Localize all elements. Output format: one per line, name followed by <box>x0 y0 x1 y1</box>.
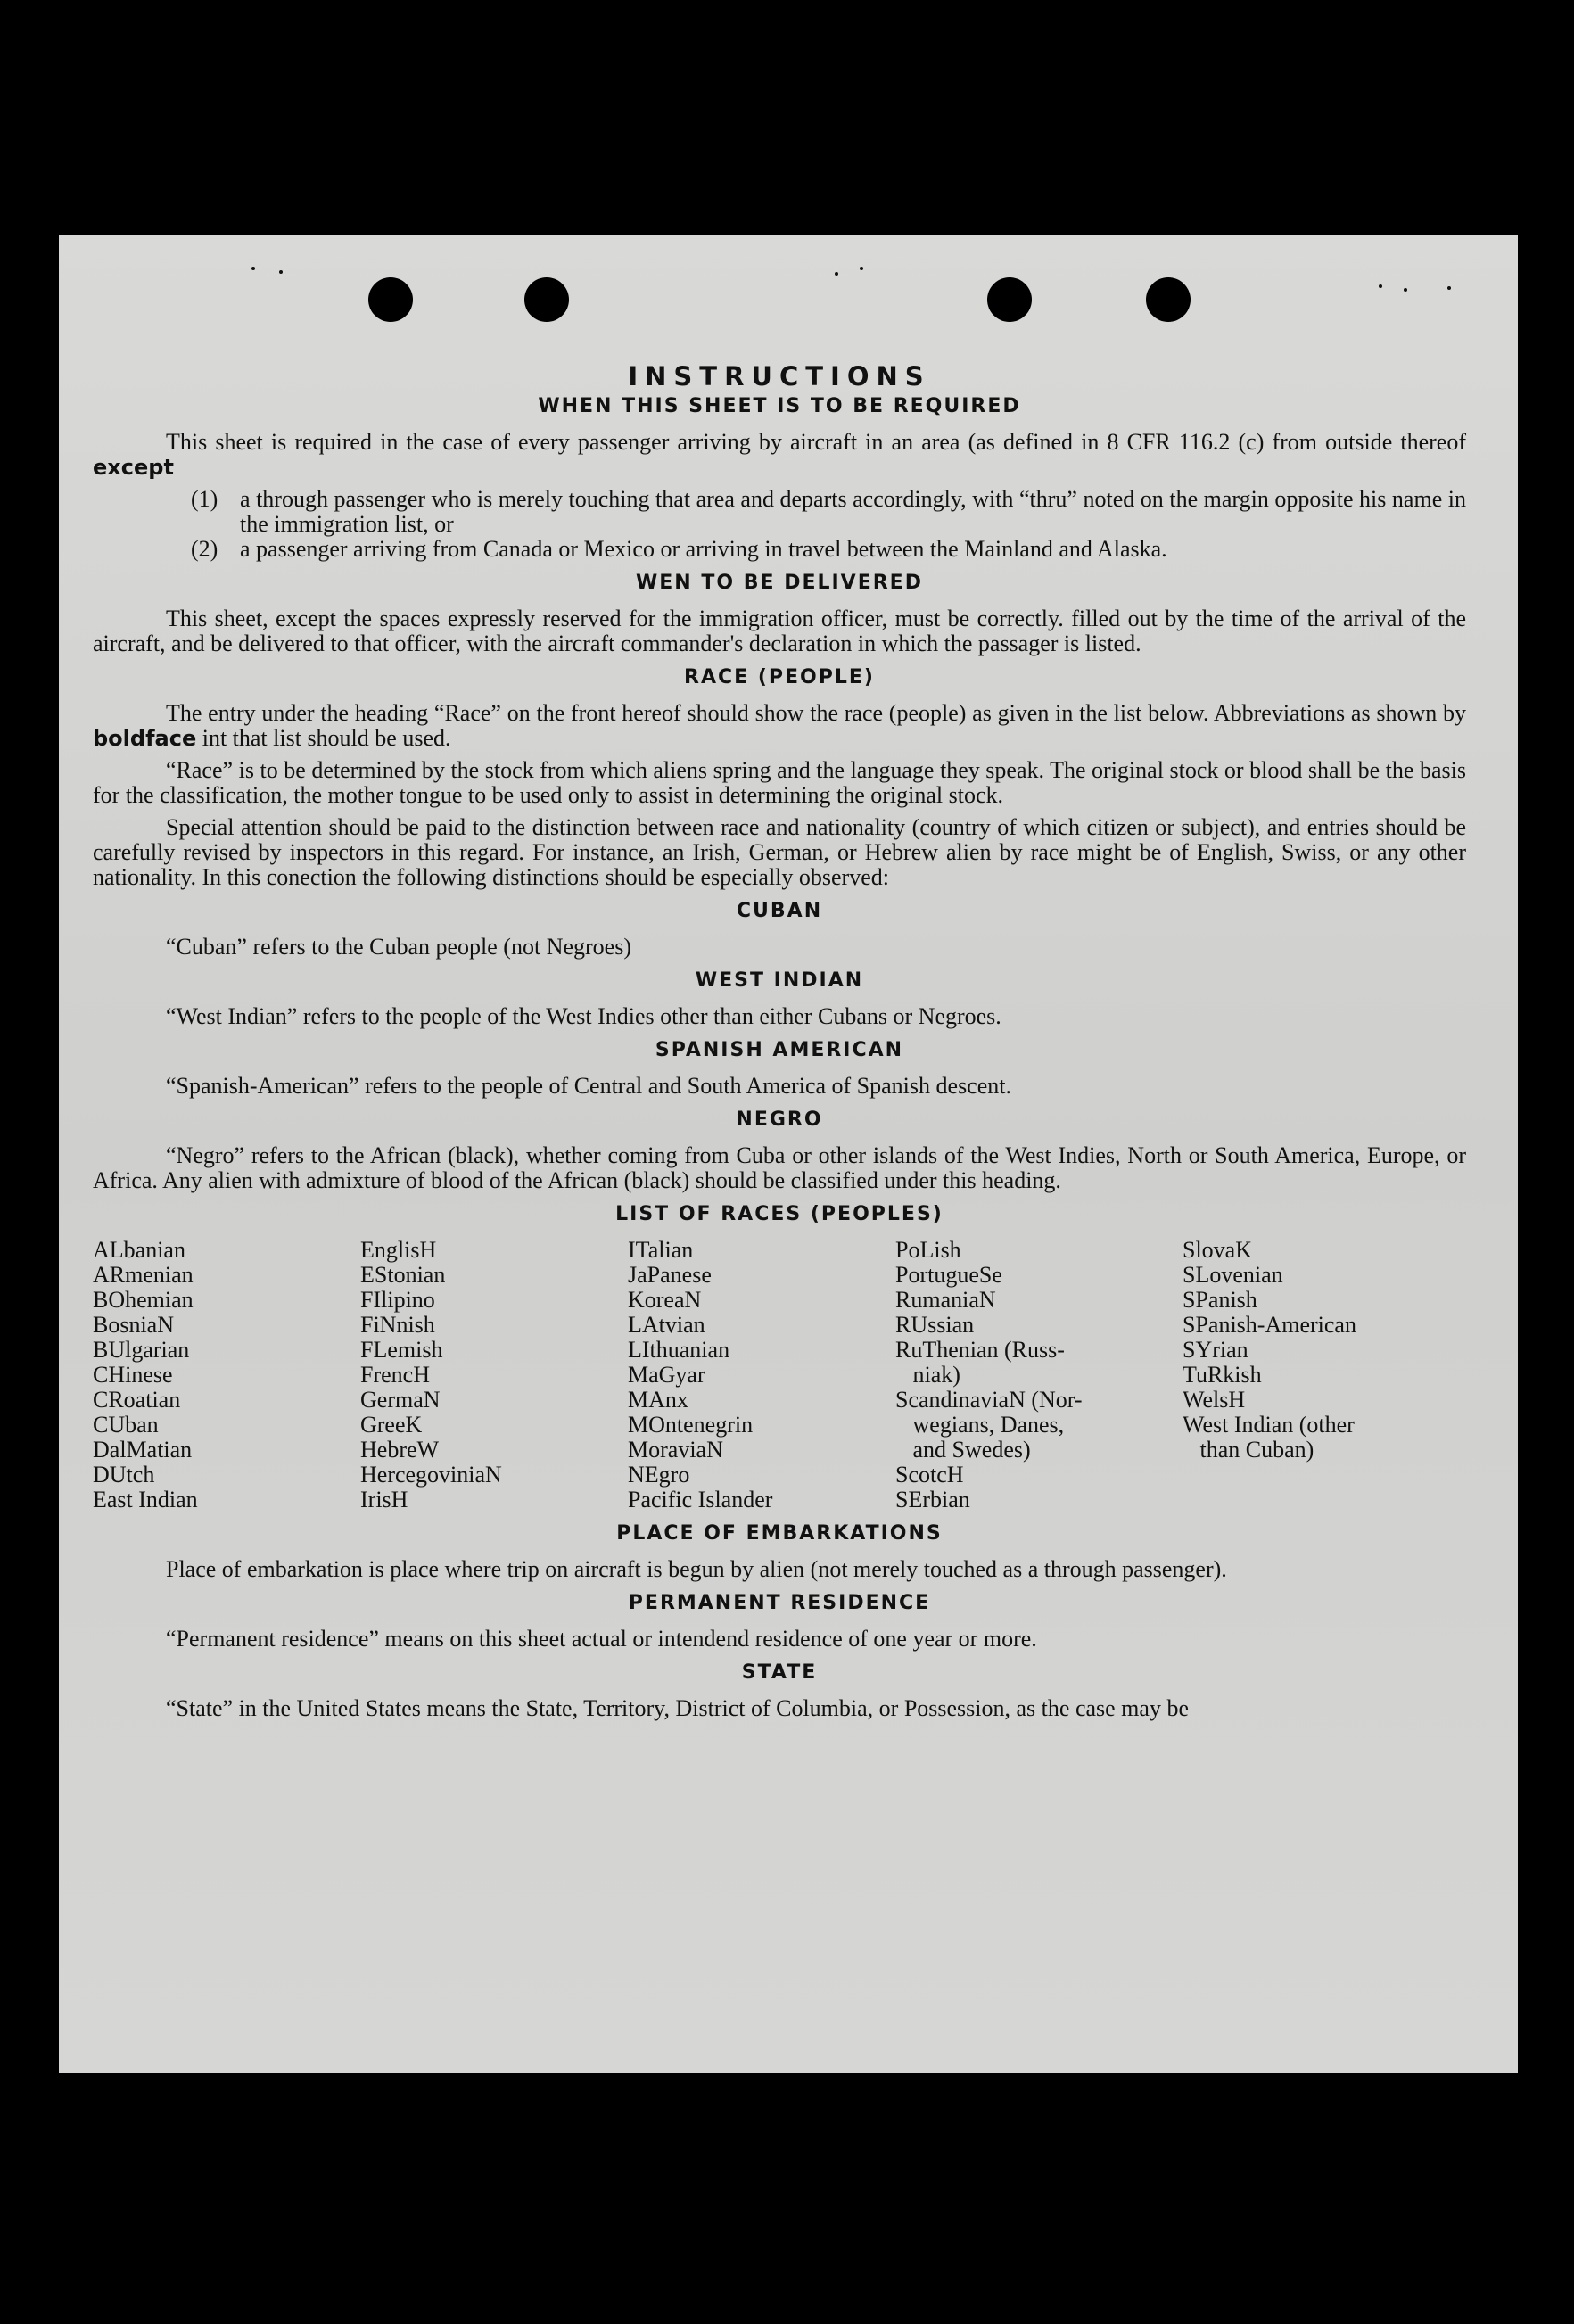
speck <box>860 267 863 270</box>
section-heading-race: RACE (PEOPLE) <box>684 666 875 688</box>
section-heading-when-delivered: WEN TO BE DELIVERED <box>636 572 923 594</box>
race-entry: JaPanese <box>628 1262 712 1288</box>
section-heading-west-indian: WEST INDIAN <box>695 969 864 992</box>
speck <box>1447 286 1451 290</box>
permanent-residence-text: “Permanent residence” means on this sheet actual or intendend residence of one year or more. <box>166 1626 1037 1652</box>
race-entry: Pacific Islander <box>628 1487 773 1512</box>
race-entry: East Indian <box>93 1487 198 1512</box>
list-item: (1) a through passenger who is merely touching that area and departs accordingly, with “thru” noted on the margin opposite his name in the immigration list, or <box>191 486 1466 537</box>
race-entry: GreeK <box>360 1412 423 1438</box>
section-heading-spanish-american: SPANISH AMERICAN <box>655 1039 904 1061</box>
cuban-text: “Cuban” refers to the Cuban people (not Negroes) <box>166 934 631 960</box>
when-delivered-text: This sheet, except the spaces expressly reserved for the immigration officer, must be correctly. filled out by the time of the arrival of the aircraft, and be delivered to that officer, with the aircraft commander's declaration in which the passager is listed. <box>93 606 1466 656</box>
speck <box>835 272 838 276</box>
race-paragraph-1: The entry under the heading “Race” on the front hereof should show the race (people) as given in the list below. Abbreviations as shown by boldface int that list should be used. <box>93 700 1466 751</box>
speck <box>1404 288 1407 292</box>
race-entry: West Indian (other <box>1183 1412 1355 1438</box>
race-entry: SlovaK <box>1183 1237 1252 1263</box>
race-entry: EnglisH <box>360 1237 437 1263</box>
race-entry: SLovenian <box>1183 1262 1283 1288</box>
race-entry: PortugueSe <box>895 1262 1002 1288</box>
speck <box>251 267 255 270</box>
section-heading-state: STATE <box>741 1661 818 1684</box>
races-column <box>628 1238 895 1512</box>
race-paragraph-2: “Race” is to be determined by the stock from which aliens spring and the language they speak. The original stock or blood shall be the basis for the classification, the mother tongue to be used only to assist in determining the original stock. <box>93 757 1466 808</box>
speck <box>279 270 283 274</box>
race-entry: CUban <box>93 1412 159 1438</box>
race-entry: ScandinaviaN (Nor- <box>895 1387 1083 1413</box>
race-paragraph-3: Special attention should be paid to the distinction between race and nationality (country of which citizen or subject), and entries should be carefully revised by inspectors in this regard. For instance, an Irish, German, or Hebrew alien by race might be of English, Swiss, or any other nationality. In this conection the following distinctions should be especially observed: <box>93 814 1466 890</box>
race-entry: ALbanian <box>93 1237 185 1263</box>
race-entry: SYrian <box>1183 1337 1248 1363</box>
race-entry: LIthuanian <box>628 1337 730 1363</box>
section-heading-place-of-embarkation: PLACE OF EMBARKATIONS <box>616 1522 943 1545</box>
section-heading-negro: NEGRO <box>736 1108 823 1131</box>
race-entry: MoraviaN <box>628 1437 723 1463</box>
race-entry: HebreW <box>360 1437 440 1463</box>
instructions-content <box>93 361 1466 1728</box>
race-entry: RUssian <box>895 1312 975 1338</box>
section-heading-cuban: CUBAN <box>736 900 823 922</box>
race-entry: MAnx <box>628 1387 688 1413</box>
race-entry: BosniaN <box>93 1312 174 1338</box>
punch-hole <box>524 277 569 322</box>
race-entry: FIlipino <box>360 1287 435 1313</box>
list-item: (2) a passenger arriving from Canada or Mexico or arriving in travel between the Mainland and Alaska. <box>191 536 1167 562</box>
race-entry: PoLish <box>895 1237 961 1263</box>
race-entry: SPanish-American <box>1183 1312 1356 1338</box>
race-entry: DalMatian <box>93 1437 193 1463</box>
speck <box>1379 284 1382 288</box>
punch-hole <box>987 277 1032 322</box>
race-entry: CHinese <box>93 1362 173 1388</box>
race-entry: IrisH <box>360 1487 408 1512</box>
spanish-american-text: “Spanish-American” refers to the people of Central and South America of Spanish descent. <box>166 1073 1011 1099</box>
section-heading-when-required: WHEN THIS SHEET IS TO BE REQUIRED <box>538 395 1021 417</box>
race-entry: FLemish <box>360 1337 443 1363</box>
place-of-embarkation-text: Place of embarkation is place where trip on aircraft is begun by alien (not merely touched as a through passenger). <box>166 1556 1227 1582</box>
race-entry: SErbian <box>895 1487 970 1512</box>
race-entry: FrencH <box>360 1362 430 1388</box>
race-entry: TuRkish <box>1183 1362 1262 1388</box>
race-entry: RuThenian (Russ- <box>895 1337 1065 1363</box>
race-entry: NEgro <box>628 1462 690 1488</box>
west-indian-text: “West Indian” refers to the people of the West Indies other than either Cubans or Negroes. <box>166 1003 1001 1029</box>
race-entry: GermaN <box>360 1387 441 1413</box>
races-column <box>360 1238 628 1512</box>
state-text: “State” in the United States means the State, Territory, District of Columbia, or Possession, as the case may be <box>166 1695 1189 1721</box>
races-column <box>93 1238 360 1512</box>
race-entry: ITalian <box>628 1237 694 1263</box>
race-entry: wegians, Danes, <box>895 1412 1065 1438</box>
race-entry: WelsH <box>1183 1387 1246 1413</box>
negro-text: “Negro” refers to the African (black), whether coming from Cuba or other islands of the West Indies, North or South America, Europe, or Africa. Any alien with admixture of blood of the African (black) should be classified under this heading. <box>93 1142 1466 1193</box>
race-entry: HercegoviniaN <box>360 1462 502 1488</box>
race-entry: ScotcH <box>895 1462 964 1488</box>
race-entry: BOhemian <box>93 1287 194 1313</box>
race-entry: SPanish <box>1183 1287 1257 1313</box>
punch-hole <box>1146 277 1191 322</box>
section-heading-permanent-residence: PERMANENT RESIDENCE <box>628 1592 931 1614</box>
race-entry: FiNnish <box>360 1312 435 1338</box>
punch-hole <box>368 277 413 322</box>
when-required-intro: This sheet is required in the case of every passenger arriving by aircraft in an area (as defined in 8 CFR 116.2 (c) from outside thereof except <box>93 429 1466 480</box>
page-title: INSTRUCTIONS <box>628 361 931 391</box>
section-heading-list-of-races: LIST OF RACES (PEOPLES) <box>615 1203 944 1225</box>
race-entry: than Cuban) <box>1183 1437 1314 1463</box>
races-column <box>1183 1238 1466 1512</box>
race-entry: KoreaN <box>628 1287 702 1313</box>
race-entry: RumaniaN <box>895 1287 996 1313</box>
race-entry: niak) <box>895 1362 960 1388</box>
race-entry: ARmenian <box>93 1262 194 1288</box>
race-entry: CRoatian <box>93 1387 181 1413</box>
race-entry: MaGyar <box>628 1362 705 1388</box>
race-entry: DUtch <box>93 1462 155 1488</box>
race-entry: and Swedes) <box>895 1437 1031 1463</box>
race-entry: LAtvian <box>628 1312 705 1338</box>
races-column <box>895 1238 1183 1512</box>
races-list <box>93 1238 1466 1512</box>
race-entry: BUlgarian <box>93 1337 190 1363</box>
document-sheet <box>59 235 1518 2073</box>
race-entry: EStonian <box>360 1262 446 1288</box>
race-entry: MOntenegrin <box>628 1412 754 1438</box>
